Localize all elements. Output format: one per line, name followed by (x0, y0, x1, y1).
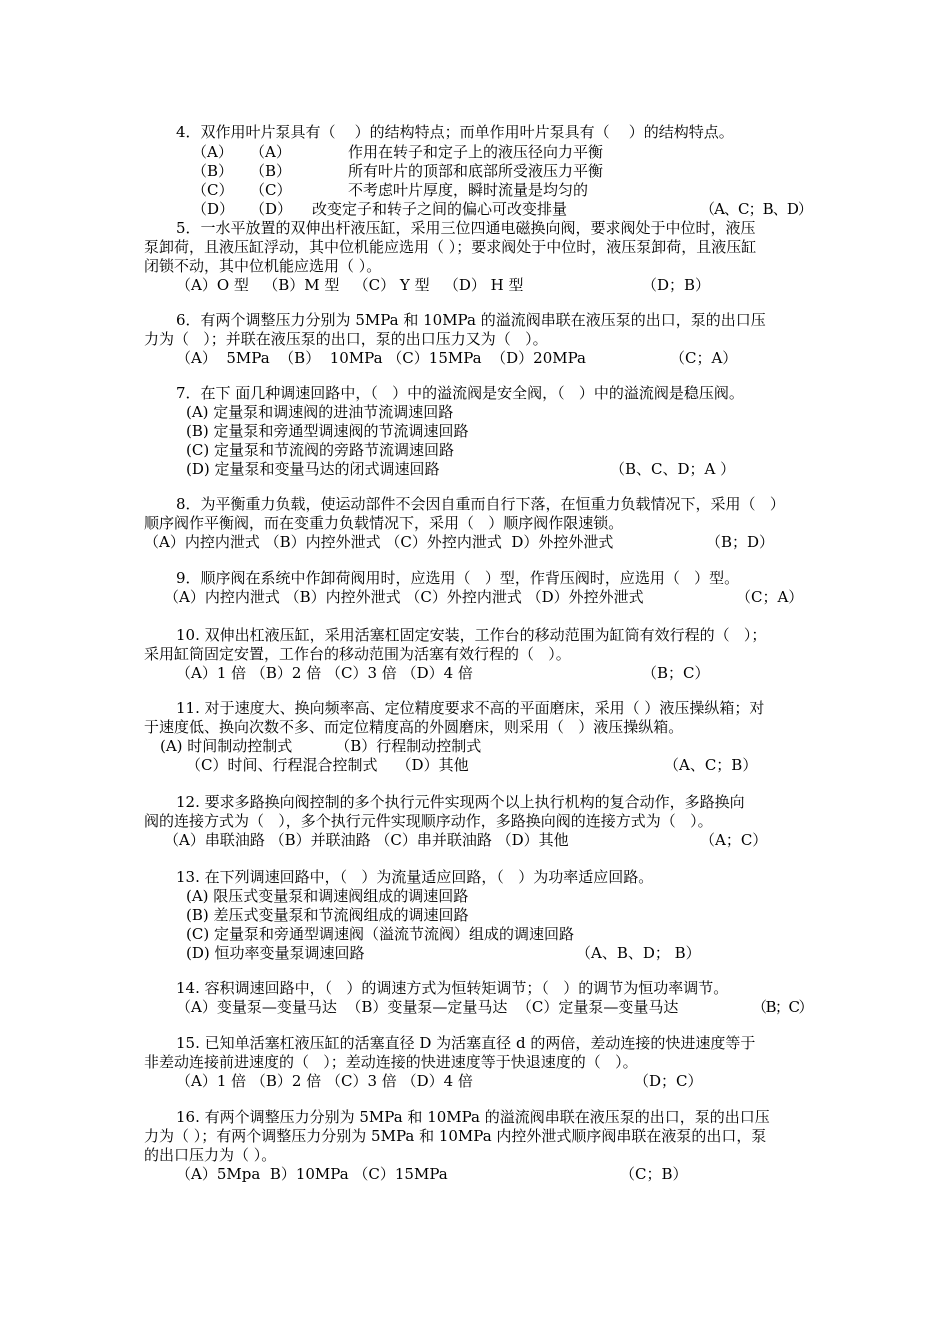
q7-answer: （B、C、D；A ） (610, 460, 736, 478)
q12-line-1: 12. 要求多路换向阀控制的多个执行元件实现两个以上执行机构的复合动作，多路换向 (176, 793, 745, 811)
q13-answer: （A、B、D； B） (576, 944, 701, 962)
q8-answer: （B；D） (706, 533, 775, 551)
q13-stem: 13. 在下列调速回路中，（ ）为流量适应回路，（ ）为功率适应回路。 (176, 868, 654, 886)
q10-answer: （B；C） (642, 664, 710, 682)
q16-line-2: 力为（ ）；有两个调整压力分别为 5MPa 和 10MPa 内控外泄式顺序阀串联在液泵的出口，泵 (144, 1127, 767, 1145)
q4-opt-b-key1: （B） (192, 162, 234, 180)
q16-line-3: 的出口压力为（ ）。 (144, 1146, 277, 1164)
q11-line-1: 11. 对于速度大、换向频率高、定位精度要求不高的平面磨床，采用（ ）液压操纵箱；对 (176, 699, 765, 717)
q11-options-2: （C）时间、行程混合控制式 （D）其他 (186, 756, 469, 774)
q4-opt-c-key2: （C） (250, 181, 292, 199)
q16-line-1: 16. 有两个调整压力分别为 5MPa 和 10MPa 的溢流阀串联在液压泵的出口，泵的出口压 (176, 1108, 770, 1126)
q8-line-2: 顺序阀作平衡阀，而在变重力负载情况下，采用（ ）顺序阀作限速锁。 (144, 514, 624, 532)
q14-options: （A）变量泵—变量马达 （B）变量泵—定量马达 （C）定量泵—变量马达 (176, 998, 679, 1016)
q7-opt-b: (B) 定量泵和旁通型调速阀的节流调速回路 (186, 422, 469, 440)
q4-opt-d-text: 改变定子和转子之间的偏心可改变排量 (312, 200, 568, 218)
q9-options: （A）内控内泄式 （B）内控外泄式 （C）外控内泄式 （D）外控外泄式 (164, 588, 644, 606)
q5-options: （A）O 型 （B）M 型 （C） Y 型 （D） H 型 (176, 276, 524, 294)
q4-opt-c-key1: （C） (192, 181, 234, 199)
q16-answer: （C；B） (620, 1165, 688, 1183)
q12-options: （A）串联油路 （B）并联油路 （C）串并联油路 （D）其他 (164, 831, 569, 849)
q10-line-2: 采用缸筒固定安置，工作台的移动范围为活塞有效行程的（ ）。 (144, 645, 571, 663)
q16-options: （A）5Mpa B）10MPa （C）15MPa (176, 1165, 448, 1183)
q4-opt-b-key2: （B） (250, 162, 292, 180)
q6-line-2: 力为（ ）；并联在液压泵的出口，泵的出口压力又为（ ）。 (144, 330, 548, 348)
q8-options: （A）内控内泄式 （B）内控外泄式 （C）外控内泄式 D）外控外泄式 (144, 533, 614, 551)
q4-opt-b-text: 所有叶片的顶部和底部所受液压力平衡 (348, 162, 604, 180)
q4-opt-d-key2: （D） (250, 200, 293, 218)
q4-opt-c-text: 不考虑叶片厚度，瞬时流量是均匀的 (348, 181, 589, 199)
q7-opt-a: (A) 定量泵和调速阀的进油节流调速回路 (186, 403, 454, 421)
q9-stem: 9．顺序阀在系统中作卸荷阀用时，应选用（ ）型，作背压阀时，应选用（ ）型。 (176, 569, 740, 587)
q14-stem: 14. 容积调速回路中，（ ）的调速方式为恒转矩调节；（ ）的调节为恒功率调节。 (176, 979, 729, 997)
q4-answer: （A、C；B、D） (700, 200, 812, 218)
q13-opt-a: (A) 限压式变量泵和调速阀组成的调速回路 (186, 887, 469, 905)
q6-line-1: 6．有两个调整压力分别为 5MPa 和 10MPa 的溢流阀串联在液压泵的出口，泵的出口压 (176, 311, 766, 329)
q14-answer: （B；C） (752, 998, 812, 1016)
q7-opt-d: (D) 定量泵和变量马达的闭式调速回路 (186, 460, 440, 478)
q5-line-3: 闭锁不动，其中位机能应选用（ ）。 (144, 257, 382, 275)
q9-answer: （C；A） (736, 588, 804, 606)
q4-opt-a-text: 作用在转子和定子上的液压径向力平衡 (348, 143, 604, 161)
q4-opt-a-key1: （A） (192, 143, 233, 161)
q4-stem: 4．双作用叶片泵具有（ ）的结构特点；而单作用叶片泵具有（ ）的结构特点。 (176, 123, 734, 141)
q15-options: （A）1 倍 （B）2 倍 （C）3 倍 （D）4 倍 (176, 1072, 473, 1090)
q6-options: （A） 5MPa （B） 10MPa （C）15MPa （D）20MPa (176, 349, 586, 367)
q11-line-2: 于速度低、换向次数不多、而定位精度高的外圆磨床，则采用（ ）液压操纵箱。 (144, 718, 684, 736)
q15-line-1: 15. 已知单活塞杠液压缸的活塞直径 D 为活塞直径 d 的两倍，差动连接的快进速度等于 (176, 1034, 756, 1052)
q13-opt-d: (D) 恒功率变量泵调速回路 (186, 944, 365, 962)
q12-line-2: 阀的连接方式为（ ），多个执行元件实现顺序动作，多路换向阀的连接方式为（ ）。 (144, 812, 713, 830)
q13-opt-b: (B) 差压式变量泵和节流阀组成的调速回路 (186, 906, 469, 924)
q13-opt-c: (C) 定量泵和旁通型调速阀（溢流节流阀）组成的调速回路 (186, 925, 574, 943)
q7-stem: 7．在下 面几种调速回路中，（ ）中的溢流阀是安全阀，（ ）中的溢流阀是稳压阀。 (176, 384, 744, 402)
q15-line-2: 非差动连接前进速度的（ ）；差动连接的快进速度等于快退速度的（ ）。 (144, 1053, 638, 1071)
q4-opt-d-key1: （D） (192, 200, 235, 218)
q5-line-2: 泵卸荷，且液压缸浮动，其中位机能应选用（ ）；要求阀处于中位时，液压泵卸荷，且液压缸 (144, 238, 757, 256)
q10-line-1: 10. 双伸出杠液压缸，采用活塞杠固定安装，工作台的移动范围为缸筒有效行程的（ ）； (176, 626, 767, 644)
q11-answer: （A、C；B） (664, 756, 758, 774)
q7-opt-c: (C) 定量泵和节流阀的旁路节流调速回路 (186, 441, 454, 459)
q12-answer: （A；C） (700, 831, 768, 849)
q15-answer: （D；C） (634, 1072, 703, 1090)
q11-options-1: (A) 时间制动控制式 （B）行程制动控制式 (160, 737, 482, 755)
q6-answer: （C；A） (670, 349, 738, 367)
q10-options: （A）1 倍 （B）2 倍 （C）3 倍 （D）4 倍 (176, 664, 473, 682)
q5-answer: （D；B） (642, 276, 711, 294)
q8-line-1: 8．为平衡重力负载，使运动部件不会因自重而自行下落，在恒重力负载情况下，采用（ ） (176, 495, 785, 513)
q5-line-1: 5．一水平放置的双伸出杆液压缸，采用三位四通电磁换向阀，要求阀处于中位时，液压 (176, 219, 756, 237)
q4-opt-a-key2: （A） (250, 143, 291, 161)
